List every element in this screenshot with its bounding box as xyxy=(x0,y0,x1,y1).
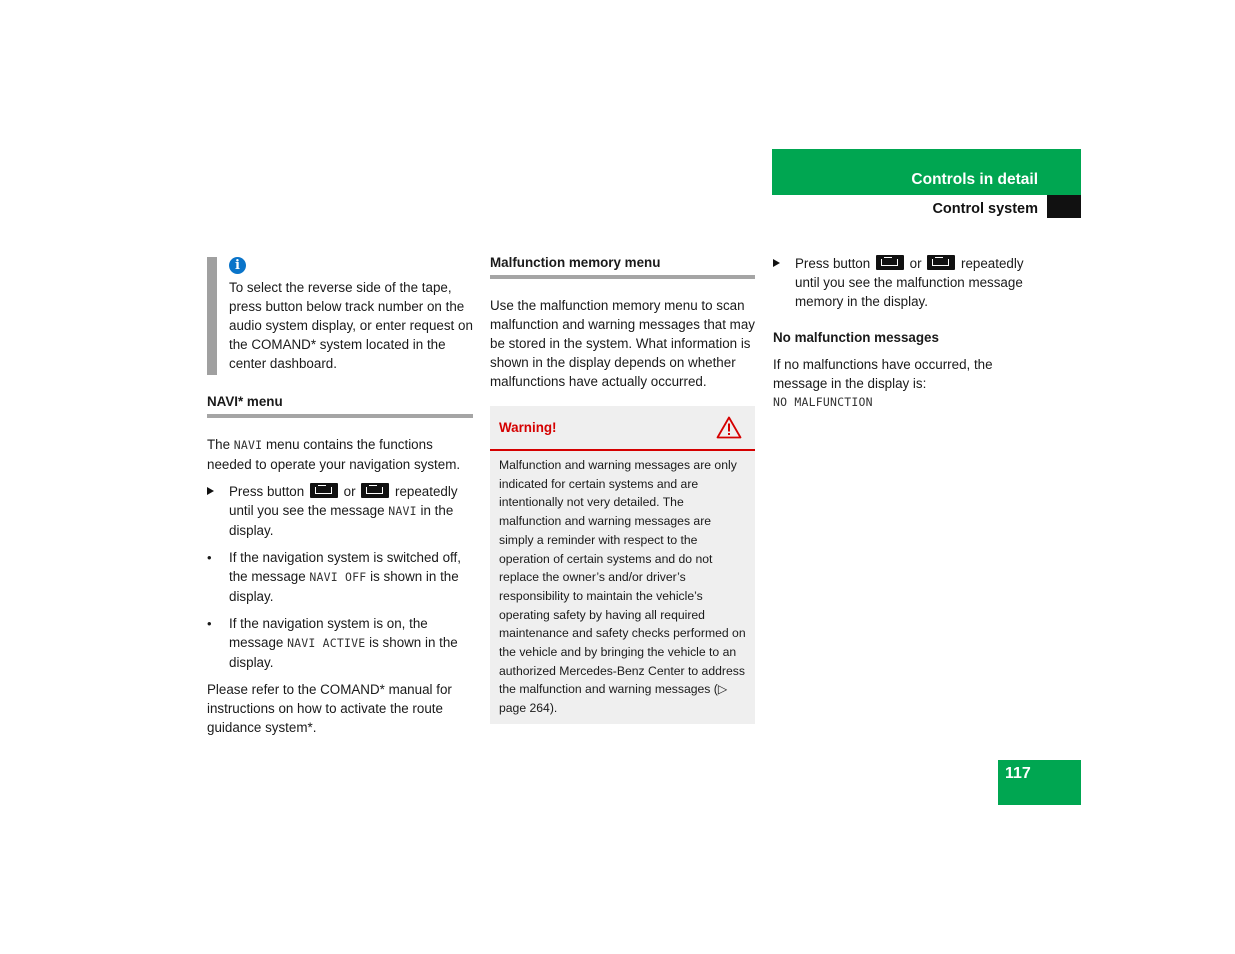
header-section-title: Controls in detail xyxy=(911,171,1038,188)
navi-note: Please refer to the COMAND* manual for instructions on how to activate the route guidance system*. xyxy=(207,682,452,735)
warning-text: Malfunction and warning messages are only indicated for certain systems and are intentionally not very detailed. The malfunction and warning messages are simply a reminder with respect to the operation of certain systems and do not replace the owner’s and/or driver’s responsibility to maintain the vehicle’s operating safety by having all required maintenance and safety checks performed on the vehicle and by bringing the vehicle to an authorized Mercedes-Benz Center to address the malfunction and warning messages (▷ page 264). xyxy=(499,458,746,716)
display-button-down-icon xyxy=(361,483,389,498)
no-malfunction-code: NO MALFUNCTION xyxy=(773,395,873,409)
info-box xyxy=(207,257,473,375)
navi-step: Press button or repeatedly until you see the message NAVI in the display. xyxy=(207,482,473,540)
info-box-bar xyxy=(207,257,217,375)
info-text: To select the reverse side of the tape, press button below track number on the audio system display, or enter request on the COMAND* system located in the center dashboard. xyxy=(229,280,473,371)
page-number: 117 xyxy=(1005,765,1031,782)
column-1 xyxy=(207,254,473,737)
display-button-up-icon xyxy=(310,483,338,498)
step-arrow-icon xyxy=(207,482,214,501)
malfunction-intro: Use the malfunction memory menu to scan malfunction and warning messages that may be stored in the system. What information is shown in the display depends on whether malfunctions have actually occurred. xyxy=(490,298,755,389)
page-number-box xyxy=(998,760,1081,805)
malfunction-step: Press button or repeatedly until you see the malfunction message memory in the display. xyxy=(773,254,1039,311)
warning-box xyxy=(490,406,755,724)
display-button-up-icon xyxy=(876,255,904,270)
navi-bullet-on: • If the navigation system is on, the message NAVI ACTIVE is shown in the display. xyxy=(207,616,458,670)
navi-code: NAVI xyxy=(233,438,263,452)
header-subsection-bar xyxy=(772,195,1081,218)
navi-intro: The NAVI menu contains the functions needed to operate your navigation system. xyxy=(207,437,461,472)
display-button-down-icon xyxy=(927,255,955,270)
no-malfunction-heading: No malfunction messages xyxy=(773,330,939,345)
no-malfunction-text: If no malfunctions have occurred, the message in the display is: xyxy=(773,357,993,391)
step-arrow-icon xyxy=(773,254,780,273)
navi-bullet-off: • If the navigation system is switched off, the message NAVI OFF is shown in the display. xyxy=(207,550,461,604)
navi-menu-heading: NAVI* menu xyxy=(207,393,473,418)
column-3 xyxy=(773,254,1039,412)
warning-triangle-icon xyxy=(716,416,742,439)
header-black-tab xyxy=(1047,195,1081,218)
header-section-bar xyxy=(772,149,1081,195)
bullet-dot: • xyxy=(207,550,212,565)
warning-header xyxy=(490,406,755,451)
warning-title: Warning! xyxy=(499,420,557,435)
malfunction-menu-heading: Malfunction memory menu xyxy=(490,254,755,279)
header-subsection-title: Control system xyxy=(932,201,1038,217)
info-icon: i xyxy=(229,257,246,274)
bullet-dot: • xyxy=(207,616,212,631)
column-2 xyxy=(490,254,755,724)
